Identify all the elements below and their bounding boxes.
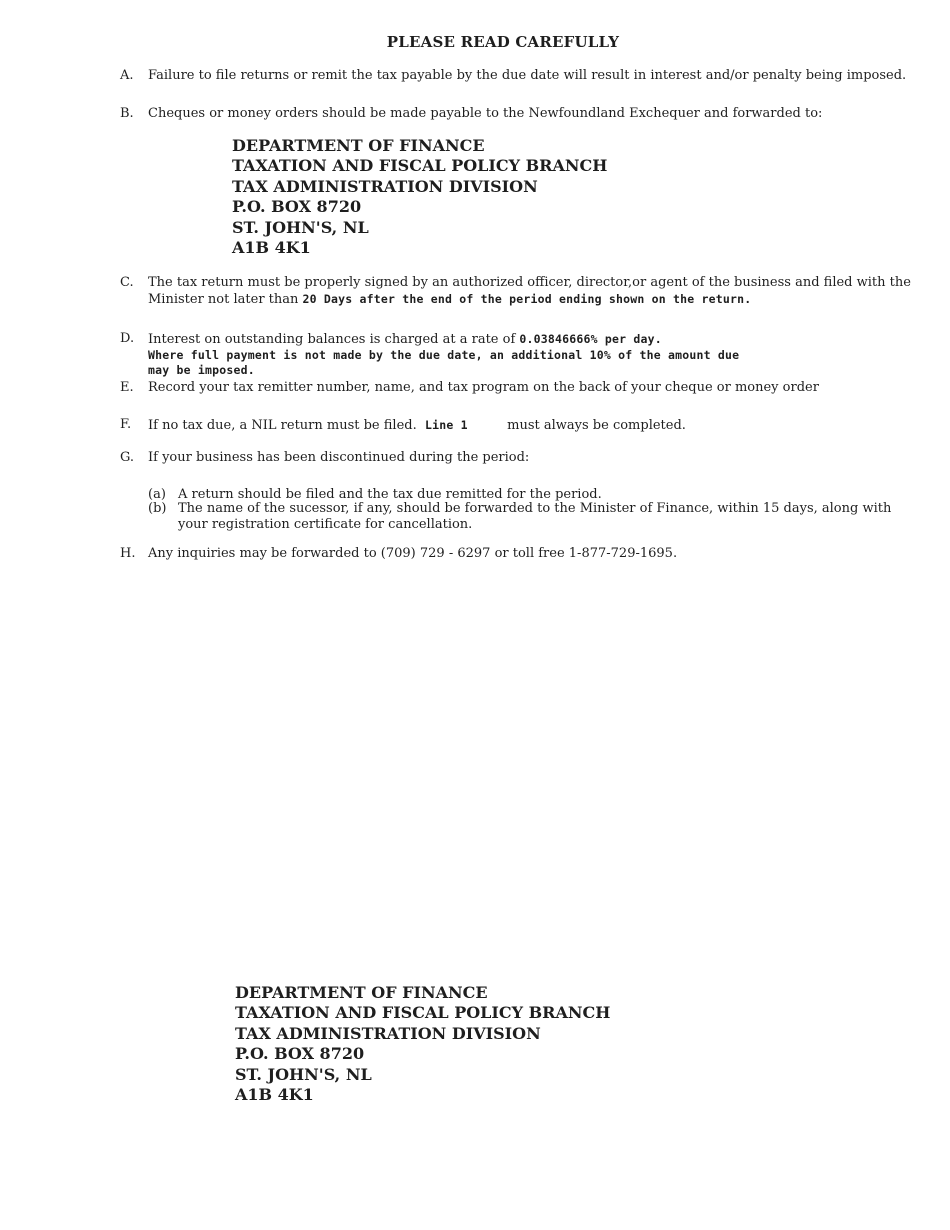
item-d-letter: D. — [120, 331, 135, 346]
item-c-body — [148, 275, 918, 308]
item-d-body — [148, 331, 918, 378]
item-a-letter: A. — [120, 68, 134, 83]
address-line-branch: TAXATION AND FISCAL POLICY BRANCH — [235, 1003, 611, 1023]
address-line-division: TAX ADMINISTRATION DIVISION — [235, 1023, 541, 1043]
item-g-sub-a-letter: (a) — [148, 487, 166, 502]
item-f-text: If no tax due, a NIL return must be filed. — [148, 418, 417, 433]
item-d-penalty-line: Where full payment is not made by the due date, an additional 10% of the amount due — [148, 348, 740, 362]
address-line-department: DEPARTMENT OF FINANCE — [232, 136, 485, 155]
item-c-letter: C. — [120, 275, 134, 290]
item-h-letter: H. — [120, 546, 136, 561]
address-line-po-box: P.O. BOX 8720 — [232, 197, 362, 217]
item-b-letter: B. — [120, 106, 134, 121]
item-h-text: Any inquiries may be forwarded to (709) 729 - 6297 or toll free 1-877-729-1695. — [148, 546, 678, 561]
item-g-text: If your business has been discontinued during the period: — [148, 450, 530, 465]
item-c-deadline: 20 Days after the end of the period ending shown on the return. — [302, 292, 752, 306]
item-g-sub-b-text: The name of the sucessor, if any, should be forwarded to the Minister of Finance, within 15 days, along with your registration certificate for cancellation. — [178, 501, 892, 532]
address-line-city: ST. JOHN'S, NL — [232, 217, 369, 237]
item-f-body — [148, 417, 918, 434]
mailing-address-top — [232, 136, 607, 258]
address-line-city: ST. JOHN'S, NL — [235, 1064, 372, 1084]
address-line-postal-code: A1B 4K1 — [232, 238, 311, 258]
item-g-sub-b-letter: (b) — [148, 501, 167, 516]
address-line-postal-code: A1B 4K1 — [235, 1085, 314, 1105]
mailing-address-bottom — [235, 983, 610, 1105]
item-f-text-2: must always be completed. — [507, 418, 686, 433]
item-g-letter: G. — [120, 450, 135, 465]
item-g-sub-a-text: A return should be filed and the tax due remitted for the period. — [178, 487, 602, 502]
item-a-text: Failure to file returns or remit the tax payable by the due date will result in interest and/or penalty being imposed. — [148, 68, 907, 83]
item-f-letter: F. — [120, 417, 132, 432]
item-d-penalty-line-2: may be imposed. — [148, 363, 255, 377]
item-e-letter: E. — [120, 380, 134, 395]
item-e-text: Record your tax remitter number, name, and tax program on the back of your cheque or money order — [148, 380, 819, 395]
address-line-department: DEPARTMENT OF FINANCE — [235, 983, 488, 1002]
address-line-division: TAX ADMINISTRATION DIVISION — [232, 176, 538, 196]
page-title: PLEASE READ CAREFULLY — [386, 33, 620, 51]
item-b-text: Cheques or money orders should be made payable to the Newfoundland Exchequer and forwarded to: — [148, 106, 823, 121]
address-line-branch: TAXATION AND FISCAL POLICY BRANCH — [232, 156, 608, 176]
item-f-line-reference: Line 1 — [425, 418, 468, 432]
item-d-rate: 0.03846666% per day. — [519, 332, 662, 346]
item-d-text: Interest on outstanding balances is charged at a rate of — [148, 332, 516, 347]
address-line-po-box: P.O. BOX 8720 — [235, 1044, 365, 1064]
item-c-text: The tax return must be properly signed by an authorized officer, director,or agent of the business and filed with the Minister not later than — [148, 275, 911, 307]
